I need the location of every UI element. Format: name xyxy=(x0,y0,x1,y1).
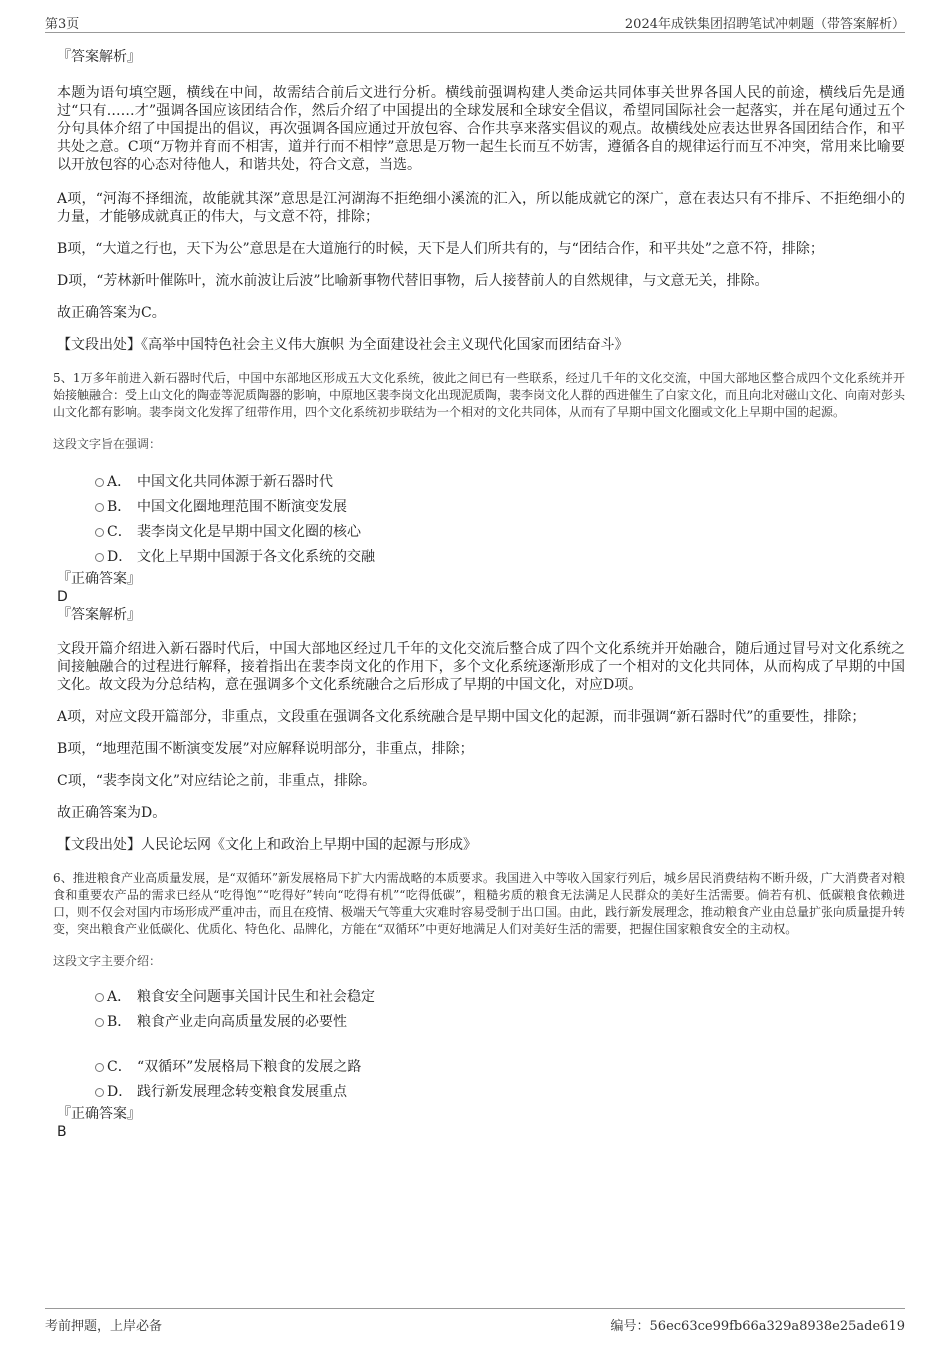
radio-icon[interactable] xyxy=(95,1018,104,1027)
q4-analysis-option-b: B项，“大道之行也，天下为公”意思是在大道施行的时候，天下是人们所共有的，与“团结合作，和平共处”之意不符，排除； xyxy=(57,241,824,257)
q4-analysis-option-d: D项，“芳林新叶催陈叶，流水前波让后波”比喻新事物代替旧事物，后人接替前人的自然规律，与文意无关，排除。 xyxy=(57,273,769,289)
q5-analysis-option-b: B项，“地理范围不断演变发展”对应解释说明部分，非重点，排除； xyxy=(57,741,474,757)
q6-option-a[interactable]: A． 粮食安全问题事关国计民生和社会稳定 xyxy=(45,985,905,1010)
q6-option-d[interactable]: D． 践行新发展理念转变粮食发展重点 xyxy=(45,1080,905,1105)
page-number: 第3页 xyxy=(45,17,80,32)
radio-icon[interactable] xyxy=(95,478,104,487)
page-content xyxy=(45,44,905,1141)
q5-option-a[interactable]: A． 中国文化共同体源于新石器时代 xyxy=(45,470,905,495)
q5-prompt: 这段文字旨在强调： xyxy=(53,437,162,451)
q6-stem: 6、推进粮食产业高质量发展，是“双循环”新发展格局下扩大内需战略的本质要求。我国进入中等收入国家行列后，城乡居民消费结构不断升级，广大消费者对粮食和重要农产品的需求已经从“吃得饱”“吃得好”转向“吃得有机”“吃得低碳”，粗糙劣质的粮食无法满足人民群众的美好生活需要。倘若有机、低碳粮食依赖进口，则不仅会对国内市场形成严重冲击，而且在疫情、极端天气等重大灾难时容易受制于出口国。由此，践行新发展理念，推动粮食产业由总量扩张向质量提升转变，突出粮食产业低碳化、优质化、特色化、品牌化，方能在“双循环”中更好地满足人们对美好生活的需要，把握住国家粮食安全的主动权。 xyxy=(53,871,906,936)
q5-analysis-option-a: A项，对应文段开篇部分，非重点，文段重在强调各文化系统融合是早期中国文化的起源，而非强调“新石器时代”的重要性，排除； xyxy=(57,709,866,725)
page-header xyxy=(45,10,905,33)
q5-correct-answer: D xyxy=(57,589,68,605)
q5-stem: 5、1万多年前进入新石器时代后，中国中东部地区形成五大文化系统，彼此之间已有一些联系，经过几千年的文化交流，中国大部地区整合成四个文化系统并开始接触融合：受上山文化的陶壶等泥质陶器的影响，中原地区裴李岗文化出现泥质陶，裴李岗文化人群的西进催生了白家文化，而且向北对磁山文化、向南对彭头山文化都有影响。裴李岗文化发挥了纽带作用，四个文化系统初步联结为一个相对的文化共同体，从而有了早期中国文化圈或文化上早期中国的起源。 xyxy=(53,371,906,419)
radio-icon[interactable] xyxy=(95,1088,104,1097)
q5-option-d[interactable]: D． 文化上早期中国源于各文化系统的交融 xyxy=(45,545,905,570)
q6-prompt: 这段文字主要介绍： xyxy=(53,954,162,968)
footer-slogan: 考前押题，上岸必备 xyxy=(45,1319,163,1334)
q6-option-b[interactable]: B． 粮食产业走向高质量发展的必要性 xyxy=(45,1010,905,1035)
document-title: 2024年成铁集团招聘笔试冲刺题（带答案解析） xyxy=(624,17,905,32)
q5-analysis-option-c: C项，“裴李岗文化”对应结论之前，非重点，排除。 xyxy=(57,773,377,789)
analysis-heading: 『答案解析』 xyxy=(57,607,141,623)
radio-icon[interactable] xyxy=(95,503,104,512)
q6-correct-answer: B xyxy=(57,1124,67,1140)
radio-icon[interactable] xyxy=(95,553,104,562)
q5-options xyxy=(45,470,905,570)
q6-option-c[interactable]: C． “双循环”发展格局下粮食的发展之路 xyxy=(45,1055,905,1080)
q5-option-c[interactable]: C． 裴李岗文化是早期中国文化圈的核心 xyxy=(45,520,905,545)
q6-options xyxy=(45,985,905,1105)
q4-analysis-option-a: A项，“河海不择细流，故能就其深”意思是江河湖海不拒绝细小溪流的汇入，所以能成就它的深广，意在表达只有不排斥、不拒绝细小的力量，才能够成就真正的伟大，与文意不符，排除； xyxy=(57,191,905,225)
analysis-heading: 『答案解析』 xyxy=(57,49,141,65)
correct-answer-heading: 『正确答案』 xyxy=(57,571,141,587)
correct-answer-heading: 『正确答案』 xyxy=(57,1106,141,1122)
page-footer xyxy=(45,1308,905,1337)
q5-source: 【文段出处】人民论坛网《文化上和政治上早期中国的起源与形成》 xyxy=(57,837,477,853)
radio-icon[interactable] xyxy=(95,993,104,1002)
q5-conclusion: 故正确答案为D。 xyxy=(57,805,167,821)
q4-conclusion: 故正确答案为C。 xyxy=(57,305,166,321)
q4-source: 【文段出处】《高举中国特色社会主义伟大旗帜 为全面建设社会主义现代化国家而团结奋斗》 xyxy=(57,337,629,353)
q5-analysis-paragraph: 文段开篇介绍进入新石器时代后，中国大部地区经过几千年的文化交流后整合成了四个文化系统并开始融合，随后通过冒号对文化系统之间接触融合的过程进行解释，接着指出在裴李岗文化的作用下，多个文化系统逐渐形成了一个相对的文化共同体，从而构成了早期的中国文化。故文段为分总结构，意在强调多个文化系统融合之后形成了早期的中国文化，对应D项。 xyxy=(57,641,905,693)
q5-option-b[interactable]: B． 中国文化圈地理范围不断演变发展 xyxy=(45,495,905,520)
radio-icon[interactable] xyxy=(95,1063,104,1072)
radio-icon[interactable] xyxy=(95,528,104,537)
q4-analysis-paragraph: 本题为语句填空题，横线在中间，故需结合前后文进行分析。横线前强调构建人类命运共同体事关世界各国人民的前途，横线后先是通过“只有……才”强调各国应该团结合作，然后介绍了中国提出的全球发展和全球安全倡议，希望同国际社会一起落实，并在尾句通过五个分句具体介绍了中国提出的倡议，再次强调各国应通过开放包容、合作共享来落实倡议的观点。故横线处应表达世界各国团结合作，和平共处之意。C项“万物并育而不相害，道并行而不相悖”意思是万物一起生长而互不妨害，遵循各自的规律运行而互不冲突，常用来比喻要以开放包容的心态对待他人，和谐共处，符合文意，当选。 xyxy=(57,85,905,173)
document-id: 编号：56ec63ce99fb66a329a8938e25ade619 xyxy=(610,1319,905,1334)
